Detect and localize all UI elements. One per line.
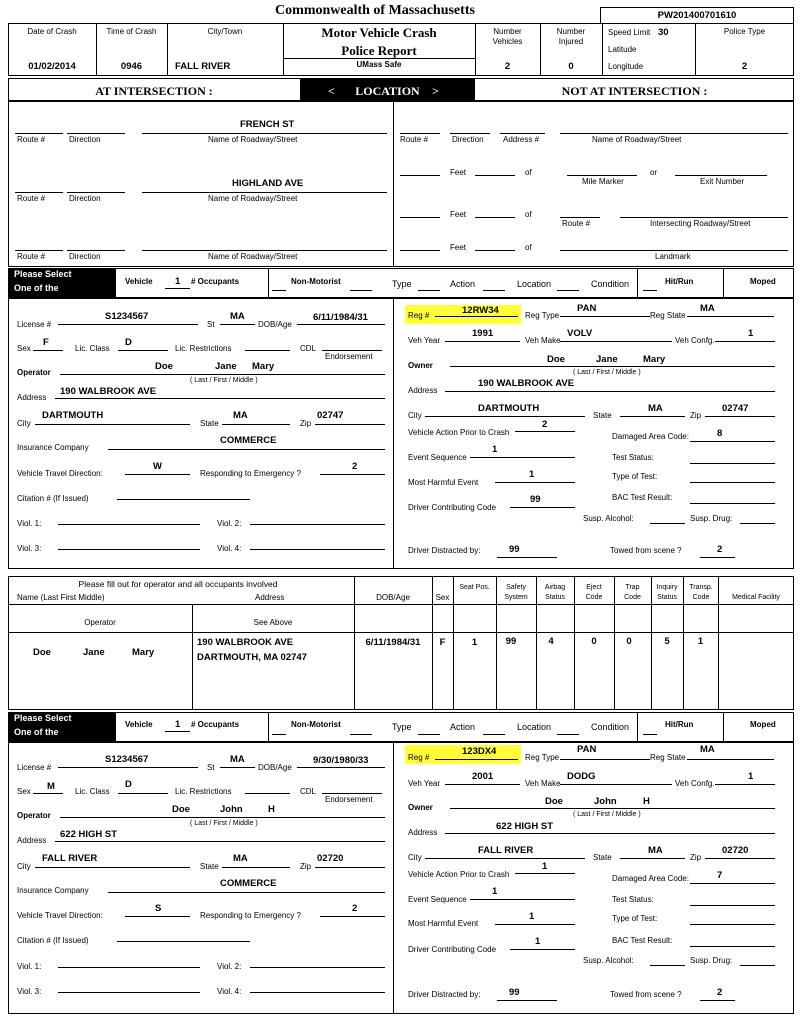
num-vehicles-label: Number Vehicles: [492, 27, 523, 46]
own-first-v1: Jane: [596, 354, 618, 365]
form-title: Motor Vehicle Crash: [321, 25, 437, 40]
dob-label-v2: DOB/Age: [258, 763, 292, 772]
location-body: [8, 101, 794, 267]
op-first-v1: Jane: [215, 361, 237, 372]
most-harmful-v2: 1: [529, 911, 535, 922]
cdl-label-v1: CDL: [300, 344, 317, 353]
col-name: Name (Last First Middle): [17, 593, 105, 602]
at-intersection: AT INTERSECTION :: [95, 84, 213, 98]
damaged-area-label-v1: Damaged Area Code:: [612, 432, 689, 441]
insurance-v2: COMMERCE: [220, 878, 277, 889]
event-sequence-v2: 1: [492, 886, 498, 897]
police-type-value: 2: [741, 61, 748, 72]
driver-contributing-label-v2: Driver Contributing Code: [408, 945, 497, 954]
owner-state-label-v1: State: [593, 411, 612, 420]
moped-label-1: Moped: [750, 277, 776, 286]
veh-config-label-v2: Veh Confg.: [675, 779, 715, 788]
damaged-area-v1: 8: [717, 428, 723, 439]
reg-type-label-v2: Reg Type: [525, 753, 560, 762]
please-select-text-1: Please Select: [14, 269, 72, 279]
occ-trap: 0: [626, 636, 632, 647]
hit-run-label-2: Hit/Run: [665, 720, 694, 729]
action-prior-label-v1: Vehicle Action Prior to Crash: [408, 428, 510, 437]
city-label-v2: City: [17, 862, 31, 871]
route-label-r2: Route #: [562, 219, 591, 228]
occupants-label-2: # Occupants: [191, 720, 240, 729]
travel-direction-label-v2: Vehicle Travel Direction:: [17, 911, 103, 920]
longitude-label: Longitude: [608, 62, 644, 71]
state-label-v1: State: [200, 419, 219, 428]
own-middle-v1: Mary: [643, 354, 666, 365]
st-label-v2: St: [207, 763, 215, 772]
own-name-order-v2: ( Last / First / Middle ): [573, 811, 641, 818]
reg-state-label-v2: Reg State: [650, 753, 686, 762]
travel-direction-v1: W: [153, 461, 162, 472]
direction-label-2: Direction: [69, 194, 101, 203]
responding-label-v2: Responding to Emergency ?: [200, 911, 301, 920]
dob-v2: 9/30/1980/33: [313, 755, 369, 766]
num-vehicles-value: 2: [504, 61, 511, 72]
zip-label-v2: Zip: [300, 862, 312, 871]
viol4-label-v1: Viol. 4:: [217, 544, 242, 553]
owner-address-v2: 622 HIGH ST: [496, 821, 554, 832]
viol3-label-v1: Viol. 3:: [17, 544, 42, 553]
col-safety: Safety System: [504, 584, 528, 601]
reg-type-v2: PAN: [577, 744, 597, 755]
most-harmful-label-v2: Most Harmful Event: [408, 919, 479, 928]
not-at-intersection: NOT AT INTERSECTION :: [561, 84, 708, 98]
action-prior-v1: 2: [542, 419, 548, 430]
location-title: LOCATION: [355, 84, 420, 98]
susp-drug-label-v1: Susp. Drug:: [690, 514, 733, 523]
see-above: See Above: [253, 618, 293, 627]
veh-year-v1: 1991: [472, 328, 494, 339]
owner-zip-label-v2: Zip: [690, 853, 702, 862]
city-label-v1: City: [17, 419, 31, 428]
reg-state-v2: MA: [700, 744, 715, 755]
occ-address-1: 190 WALBROOK AVE: [197, 637, 294, 648]
driver-distracted-label-v2: Driver Distracted by:: [408, 990, 481, 999]
commonwealth-title: Commonwealth of Massachusetts: [275, 3, 475, 18]
veh-config-label-v1: Veh Confg.: [675, 336, 715, 345]
col-transp: Transp. Code: [689, 584, 713, 601]
owner-zip-label-v1: Zip: [690, 411, 702, 420]
please-select-text-2: Please Select: [14, 713, 72, 723]
license-label-v1: License #: [17, 320, 52, 329]
report-title: Police Report: [341, 43, 417, 58]
driver-distracted-label-v1: Driver Distracted by:: [408, 546, 481, 555]
citation-label-v2: Citation # (If Issued): [17, 936, 89, 945]
veh-make-label-v1: Veh Make: [525, 336, 561, 345]
op-first-v2: John: [220, 804, 243, 815]
susp-alcohol-label-v2: Susp. Alcohol:: [583, 956, 634, 965]
reg-type-v1: PAN: [577, 303, 597, 314]
vehicle-number-2: 1: [175, 719, 181, 730]
license-label-v2: License #: [17, 763, 52, 772]
driver-contributing-v2: 1: [535, 936, 541, 947]
speed-limit-value: 30: [658, 27, 669, 38]
owner-city-label-v1: City: [408, 411, 422, 420]
time-value: 0946: [120, 61, 143, 72]
viol4-label-v2: Viol. 4:: [217, 987, 242, 996]
st-label-v1: St: [207, 320, 215, 329]
occ-sex: F: [439, 637, 446, 648]
direction-label-1: Direction: [69, 135, 101, 144]
owner-state-v2: MA: [648, 845, 663, 856]
police-type-label: Police Type: [723, 27, 766, 36]
of-label-2: of: [525, 210, 532, 219]
col-dob: DOB/Age: [376, 593, 410, 602]
address-v1: 190 WALBROOK AVE: [60, 386, 157, 397]
roadway-label-r: Name of Roadway/Street: [592, 135, 682, 144]
driver-contributing-label-v1: Driver Contributing Code: [408, 503, 497, 512]
name-order-v2: ( Last / First / Middle ): [190, 820, 258, 827]
driver-contributing-v1: 99: [530, 494, 541, 505]
test-status-label-v1: Test Status:: [612, 453, 654, 462]
condition-label-1: Condition: [591, 279, 630, 289]
zip-v1: 02747: [317, 410, 344, 421]
num-injured-label: Number Injured: [556, 27, 586, 46]
owner-address-v1: 190 WALBROOK AVE: [478, 378, 575, 389]
veh-year-v2: 2001: [472, 771, 494, 782]
roadway-label-2: Name of Roadway/Street: [208, 194, 298, 203]
speed-limit-label: Speed Limit: [608, 28, 651, 37]
veh-make-v1: VOLV: [567, 328, 593, 339]
viol1-label-v1: Viol. 1:: [17, 519, 42, 528]
own-last-v2: Doe: [545, 796, 563, 807]
viol1-label-v2: Viol. 1:: [17, 962, 42, 971]
latitude-label: Latitude: [608, 45, 637, 54]
op-middle-v2: H: [268, 804, 275, 815]
occ-eject: 0: [591, 636, 597, 647]
type-label-1: Type: [392, 279, 412, 289]
reg-state-v1: MA: [700, 303, 715, 314]
type-label-2: Type: [392, 722, 412, 732]
col-medical: Medical Facility: [732, 594, 780, 601]
bac-result-label-v2: BAC Test Result:: [612, 936, 673, 945]
direction-label-r: Direction: [452, 135, 484, 144]
towed-v2: 2: [717, 987, 723, 998]
lic-class-label-v2: Lic. Class: [75, 787, 110, 796]
dob-v1: 6/11/1984/31: [313, 312, 368, 323]
vehicle-label-2: Vehicle: [125, 720, 153, 729]
occ-inquiry: 5: [664, 636, 670, 647]
driver-distracted-v2: 99: [509, 987, 520, 998]
action-prior-label-v2: Vehicle Action Prior to Crash: [408, 870, 510, 879]
street-1: FRENCH ST: [240, 119, 295, 130]
route-label-3: Route #: [17, 252, 46, 261]
exit-number-label: Exit Number: [700, 177, 745, 186]
travel-direction-v2: S: [155, 903, 162, 914]
intersecting-label: Intersecting Roadway/Street: [650, 219, 751, 228]
col-address: Address: [255, 593, 285, 602]
owner-address-label-v2: Address: [408, 828, 438, 837]
occ-transp: 1: [697, 636, 704, 647]
towed-label-v1: Towed from scene ?: [610, 546, 682, 555]
veh-year-label-v2: Veh Year: [408, 779, 441, 788]
lic-class-v1: D: [125, 337, 132, 348]
name-order-v1: ( Last / First / Middle ): [190, 377, 258, 384]
sex-label-v1: Sex: [17, 344, 31, 353]
col-eject: Eject Code: [585, 584, 603, 601]
veh-config-v1: 1: [748, 328, 754, 339]
landmark-label: Landmark: [655, 252, 691, 261]
zip-label-v1: Zip: [300, 419, 312, 428]
license-v1: S1234567: [105, 311, 149, 322]
agency: UMass Safe: [356, 60, 402, 69]
insurance-label-v1: Insurance Company: [17, 443, 89, 452]
location-label-1: Location: [517, 279, 552, 289]
test-status-label-v2: Test Status:: [612, 895, 654, 904]
dob-label-v1: DOB/Age: [258, 320, 292, 329]
address-v2: 622 HIGH ST: [60, 829, 118, 840]
col-airbag: Airbag Status: [544, 584, 566, 601]
time-label: Time of Crash: [106, 27, 157, 36]
veh-config-v2: 1: [748, 771, 754, 782]
state-v1: MA: [233, 410, 248, 421]
reg-type-label-v1: Reg Type: [525, 311, 560, 320]
viol2-label-v2: Viol. 2:: [217, 962, 242, 971]
veh-year-label-v1: Veh Year: [408, 336, 441, 345]
direction-label-3: Direction: [69, 252, 101, 261]
viol3-label-v2: Viol. 3:: [17, 987, 42, 996]
towed-label-v2: Towed from scene ?: [610, 990, 682, 999]
roadway-label-3: Name of Roadway/Street: [208, 252, 298, 261]
operator-row-label: Operator: [84, 618, 116, 627]
location-right-arrow[interactable]: >: [432, 84, 439, 98]
occ-seat: 1: [471, 637, 478, 648]
operator-label-v2: Operator: [17, 811, 51, 820]
route-label-2: Route #: [17, 194, 46, 203]
occ-airbag: 4: [548, 636, 554, 647]
owner-zip-v1: 02747: [722, 403, 749, 414]
towed-v1: 2: [717, 544, 723, 555]
viol2-label-v1: Viol. 2:: [217, 519, 242, 528]
state-label-v2: State: [200, 862, 219, 871]
zip-v2: 02720: [317, 853, 344, 864]
veh-make-label-v2: Veh Make: [525, 779, 561, 788]
occupants-label-1: # Occupants: [191, 277, 240, 286]
owner-city-label-v2: City: [408, 853, 422, 862]
moped-label-2: Moped: [750, 720, 776, 729]
col-trap: Trap Code: [624, 584, 641, 601]
non-motorist-label-1: Non-Motorist: [291, 277, 341, 286]
damaged-area-label-v2: Damaged Area Code:: [612, 874, 689, 883]
type-of-test-label-v2: Type of Test:: [612, 914, 658, 923]
non-motorist-label-2: Non-Motorist: [291, 720, 341, 729]
mile-marker-label: Mile Marker: [582, 177, 624, 186]
condition-label-2: Condition: [591, 722, 630, 732]
own-middle-v2: H: [643, 796, 650, 807]
reg-v1: 12RW34: [462, 305, 499, 316]
sex-v1: F: [43, 337, 49, 348]
col-sex: Sex: [435, 593, 450, 602]
location-label-2: Location: [517, 722, 552, 732]
owner-city-v2: FALL RIVER: [478, 845, 534, 856]
insurance-label-v2: Insurance Company: [17, 886, 89, 895]
lic-restrictions-label-v1: Lic. Restrictions: [175, 344, 232, 353]
responding-v2: 2: [352, 903, 358, 914]
roadway-label-1: Name of Roadway/Street: [208, 135, 298, 144]
hit-run-label-1: Hit/Run: [665, 277, 694, 286]
owner-state-label-v2: State: [593, 853, 612, 862]
city-town-value: FALL RIVER: [175, 61, 231, 72]
or-label: or: [650, 168, 658, 177]
reg-v2: 123DX4: [462, 746, 497, 757]
type-of-test-label-v1: Type of Test:: [612, 472, 658, 481]
state-v2: MA: [233, 853, 248, 864]
veh-make-v2: DODG: [567, 771, 596, 782]
route-label-r: Route #: [400, 135, 429, 144]
col-inquiry: Inquiry Status: [656, 584, 678, 601]
op-last-v2: Doe: [172, 804, 190, 815]
event-sequence-v1: 1: [492, 444, 498, 455]
license-state-v1: MA: [230, 311, 245, 322]
owner-label-v2: Owner: [408, 803, 433, 812]
insurance-v1: COMMERCE: [220, 435, 277, 446]
address-label-v1: Address: [17, 393, 47, 402]
operator-label-v1: Operator: [17, 368, 51, 377]
date-label: Date of Crash: [27, 27, 77, 36]
susp-alcohol-label-v1: Susp. Alcohol:: [583, 514, 634, 523]
occupants-instruction: Please fill out for operator and all occupants involved: [78, 579, 278, 589]
travel-direction-label-v1: Vehicle Travel Direction:: [17, 469, 103, 478]
susp-drug-label-v2: Susp. Drug:: [690, 956, 733, 965]
occ-middle: Mary: [132, 647, 155, 658]
owner-zip-v2: 02720: [722, 845, 749, 856]
action-label-2: Action: [450, 722, 476, 732]
location-left-arrow[interactable]: <: [328, 84, 335, 98]
op-last-v1: Doe: [155, 361, 173, 372]
feet-label-2: Feet: [450, 210, 467, 219]
bac-result-label-v1: BAC Test Result:: [612, 493, 673, 502]
sex-v2: M: [47, 781, 55, 792]
date-value: 01/02/2014: [28, 61, 76, 72]
occ-safety: 99: [505, 636, 517, 647]
of-label-1: of: [525, 168, 532, 177]
reg-label-v1: Reg #: [408, 311, 430, 320]
own-last-v1: Doe: [547, 354, 565, 365]
one-of-the-text-2: One of the: [14, 727, 59, 737]
city-v1: DARTMOUTH: [42, 410, 104, 421]
occ-dob: 6/11/1984/31: [365, 637, 421, 648]
address-label-v2: Address: [17, 836, 47, 845]
owner-city-v1: DARTMOUTH: [478, 403, 540, 414]
route-label-1: Route #: [17, 135, 46, 144]
own-first-v2: John: [594, 796, 617, 807]
lic-restrictions-label-v2: Lic. Restrictions: [175, 787, 232, 796]
owner-address-label-v1: Address: [408, 386, 438, 395]
license-v2: S1234567: [105, 754, 149, 765]
damaged-area-v2: 7: [717, 870, 723, 881]
one-of-the-text-1: One of the: [14, 283, 59, 293]
sex-label-v2: Sex: [17, 787, 31, 796]
feet-label-3: Feet: [450, 243, 467, 252]
event-sequence-label-v2: Event Sequence: [408, 895, 467, 904]
address-label-r: Address #: [503, 135, 540, 144]
occ-last: Doe: [33, 647, 51, 658]
feet-label-1: Feet: [450, 168, 467, 177]
of-label-3: of: [525, 243, 532, 252]
city-v2: FALL RIVER: [42, 853, 98, 864]
driver-distracted-v1: 99: [509, 544, 520, 555]
responding-label-v1: Responding to Emergency ?: [200, 469, 301, 478]
endorsement-label-v2: Endorsement: [325, 795, 373, 804]
action-prior-v2: 1: [542, 861, 548, 872]
street-2: HIGHLAND AVE: [232, 178, 304, 189]
vehicle-number-1: 1: [175, 276, 181, 287]
endorsement-label-v1: Endorsement: [325, 352, 373, 361]
license-state-v2: MA: [230, 754, 245, 765]
own-name-order-v1: ( Last / First / Middle ): [573, 369, 641, 376]
action-label-1: Action: [450, 279, 476, 289]
most-harmful-v1: 1: [529, 469, 535, 480]
lic-class-v2: D: [125, 779, 132, 790]
report-id: PW201400701610: [657, 10, 737, 21]
reg-state-label-v1: Reg State: [650, 311, 686, 320]
city-town-label: City/Town: [207, 27, 243, 36]
citation-label-v1: Citation # (If Issued): [17, 494, 89, 503]
owner-label-v1: Owner: [408, 361, 433, 370]
reg-label-v2: Reg #: [408, 753, 430, 762]
occ-address-2: DARTMOUTH, MA 02747: [197, 652, 307, 663]
responding-v1: 2: [352, 461, 358, 472]
op-middle-v1: Mary: [252, 361, 275, 372]
occ-first: Jane: [83, 647, 105, 658]
most-harmful-label-v1: Most Harmful Event: [408, 478, 479, 487]
vehicle-label-1: Vehicle: [125, 277, 153, 286]
cdl-label-v2: CDL: [300, 787, 317, 796]
event-sequence-label-v1: Event Sequence: [408, 453, 467, 462]
lic-class-label-v1: Lic. Class: [75, 344, 110, 353]
num-injured-value: 0: [568, 61, 574, 72]
col-seat: Seat Pos.: [459, 584, 490, 591]
owner-state-v1: MA: [648, 403, 663, 414]
